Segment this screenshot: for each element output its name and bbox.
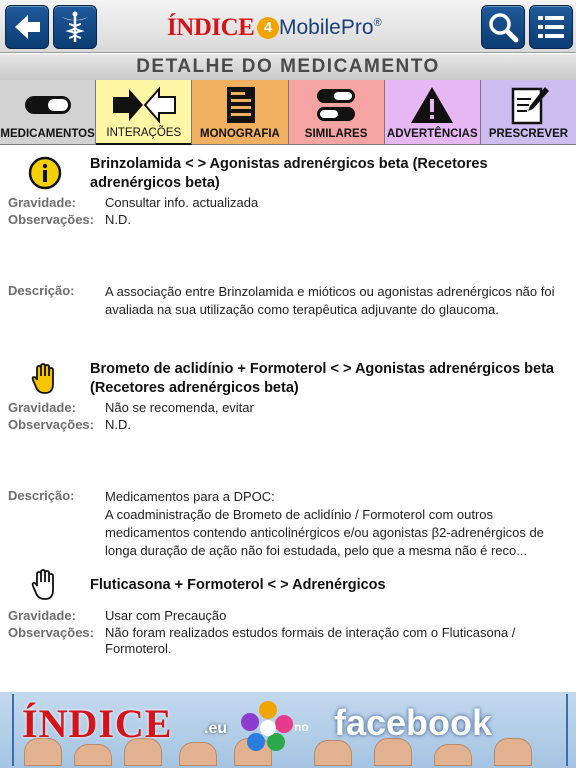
search-icon xyxy=(482,6,524,48)
pill-capsule-icon xyxy=(13,85,83,125)
interactions-list xyxy=(0,146,576,692)
interaction-title: Brinzolamida < > Agonistas adrenérgicos beta (Recetores adrenérgicos beta) xyxy=(90,156,488,191)
home-button[interactable] xyxy=(53,5,97,49)
description-line: A coadministração de Brometo de aclidínio / Formoterol com outros medicamentos contendo anticolinérgicos e/ou agonistas β2-adrenérgicos de longa duração de ação não foi estudada, pelo que a mesma não é reco... xyxy=(105,507,544,558)
observations-label: Observações: xyxy=(8,417,94,432)
severity-value: Não se recomenda, evitar xyxy=(105,400,254,415)
facebook-banner[interactable] xyxy=(0,692,576,768)
back-arrow-icon xyxy=(6,6,48,48)
description-label: Descrição: xyxy=(8,488,75,503)
info-icon xyxy=(28,156,62,190)
logo-suffix: MobilePro® xyxy=(279,16,382,39)
severity-label: Gravidade: xyxy=(8,608,76,623)
severity-label: Gravidade: xyxy=(8,400,76,415)
tab-similares[interactable] xyxy=(289,80,385,145)
top-bar xyxy=(0,0,576,53)
tab-monografia[interactable] xyxy=(192,80,288,145)
tab-label: MEDICAMENTOS xyxy=(0,128,95,140)
severity-label: Gravidade: xyxy=(8,195,76,210)
observations-label: Observações: xyxy=(8,625,94,640)
prescription-icon xyxy=(493,85,563,125)
tab-label: MONOGRAFIA xyxy=(200,128,280,140)
tab-prescrever[interactable] xyxy=(481,80,576,145)
menu-button[interactable] xyxy=(529,5,573,49)
observations-value: N.D. xyxy=(105,417,131,432)
tab-label: INTERAÇÕES xyxy=(106,127,182,139)
logo-number: 4 xyxy=(257,17,279,39)
tab-label: ADVERTÊNCIAS xyxy=(386,128,478,140)
tab-label: PRESCREVER xyxy=(488,128,569,140)
flower-logo-icon xyxy=(240,698,296,754)
observations-label: Observações: xyxy=(8,212,94,227)
tab-medicamentos[interactable] xyxy=(0,80,96,145)
banner-domain: .eu xyxy=(204,720,228,737)
similar-pills-icon xyxy=(301,85,371,125)
interaction-arrows-icon xyxy=(109,85,179,125)
warning-icon xyxy=(397,85,467,125)
menu-list-icon xyxy=(530,6,572,48)
banner-facebook: facebook xyxy=(334,702,493,743)
app-logo xyxy=(165,10,415,44)
document-icon xyxy=(205,85,275,125)
severity-value: Consultar info. actualizada xyxy=(105,195,259,210)
observations-value: Não foram realizados estudos formais de interação com o Fluticasona / Formoterol. xyxy=(105,625,516,656)
search-button[interactable] xyxy=(481,5,525,49)
section-title: DETALHE DO MEDICAMENTO xyxy=(0,53,576,81)
tab-bar xyxy=(0,80,576,145)
description-label: Descrição: xyxy=(8,283,75,298)
observations-value: N.D. xyxy=(105,212,131,227)
banner-no: no xyxy=(294,720,309,734)
interaction-title: Fluticasona + Formoterol < > Adrenérgicos xyxy=(90,577,386,593)
back-button[interactable] xyxy=(5,5,49,49)
interaction-title: Brometo de aclidínio + Formoterol < > Agonistas adrenérgicos beta (Recetores adrenérgicos beta) xyxy=(90,361,554,396)
banner-word: ÍNDICE xyxy=(22,701,173,746)
caduceus-icon xyxy=(54,6,96,48)
severity-value: Usar com Precaução xyxy=(105,608,227,623)
tab-interacoes[interactable] xyxy=(96,80,192,145)
banner-frame xyxy=(12,694,568,766)
tab-advertencias[interactable] xyxy=(385,80,481,145)
logo-word: ÍNDICE xyxy=(167,14,255,41)
stop-hand-white-icon xyxy=(28,568,62,602)
description-value xyxy=(105,488,565,560)
stop-hand-yellow-icon xyxy=(28,362,62,396)
tab-label: SIMILARES xyxy=(304,128,368,140)
description-value: A associação entre Brinzolamida e mióticos ou agonistas adrenérgicos não foi avaliada na sua utilização como terapêutica adjuvante do glaucoma. xyxy=(105,284,555,317)
description-line: Medicamentos para a DPOC: xyxy=(105,489,275,504)
